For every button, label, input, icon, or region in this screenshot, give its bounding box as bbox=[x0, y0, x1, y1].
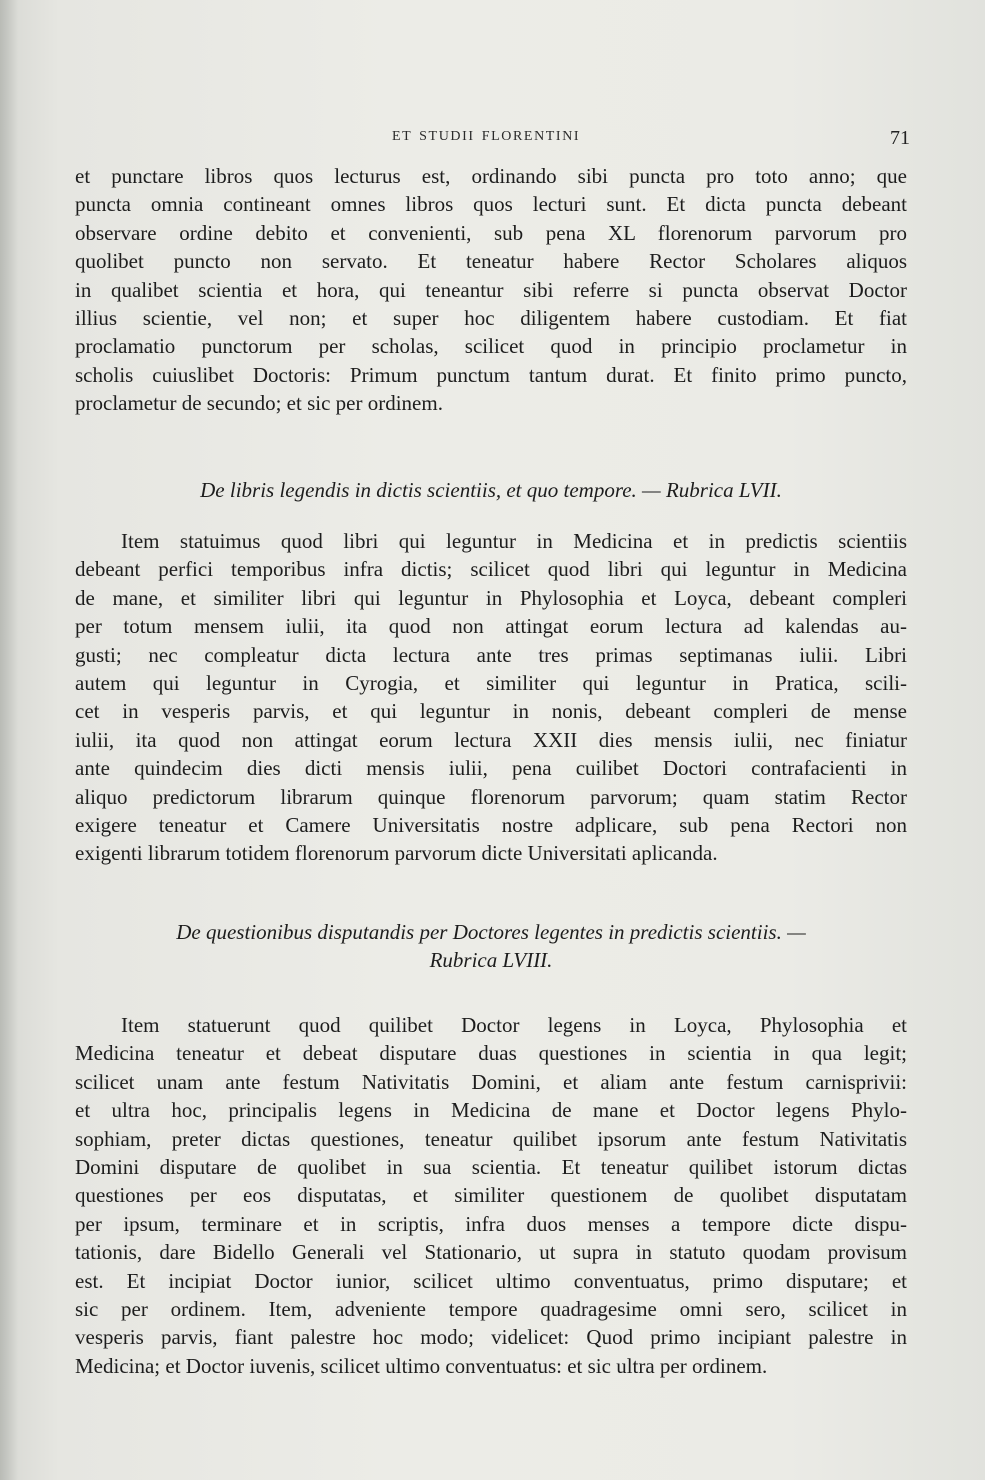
text-line: Item statuimus quod libri qui leguntur in Medicina et in predictis scientiis bbox=[121, 529, 907, 553]
text-line: puncta omnia contineant omnes libros quos lecturi sunt. Et dicta puncta debeant bbox=[75, 192, 907, 217]
text-line: exigere teneatur et Camere Universitatis nostre adplicare, sub pena Rectori non bbox=[75, 813, 907, 838]
text-line: observare ordine debito et convenienti, sub pena XL florenorum parvorum pro bbox=[75, 220, 907, 245]
text-line: per ipsum, terminare et in scriptis, infra duos menses a tempore dicte dispu- bbox=[75, 1211, 907, 1236]
running-head bbox=[0, 127, 985, 151]
text-line: Item statuerunt quod quilibet Doctor legens in Loyca, Phylosophia et bbox=[121, 1013, 907, 1037]
text-line: sophiam, preter dictas questiones, teneatur quilibet ipsorum ante festum Nativitatis bbox=[75, 1126, 907, 1151]
paragraph-rubric-58 bbox=[75, 1011, 907, 1380]
text-line: sic per ordinem. Item, adveniente tempore quadragesime omni sero, scilicet in bbox=[75, 1297, 907, 1322]
text-line: tationis, dare Bidello Generali vel Stationario, ut supra in statuto quodam provisum bbox=[75, 1240, 907, 1265]
text-line: scilicet unam ante festum Nativitatis Domini, et aliam ante festum carnisprivii: bbox=[75, 1069, 907, 1094]
text-line: et ultra hoc, principalis legens in Medicina de mane et Doctor legens Phylo- bbox=[75, 1098, 907, 1123]
text-line: questiones per eos disputatas, et similiter questionem de quolibet disputatam bbox=[75, 1183, 907, 1208]
text-line: exigenti librarum totidem florenorum parvorum dicte Universitati aplicanda. bbox=[75, 841, 718, 866]
text-line: proclamatio punctorum per scholas, scilicet quod in principio proclametur in bbox=[75, 334, 907, 359]
rubric-heading-58 bbox=[75, 918, 907, 974]
text-line: proclametur de secundo; et sic per ordinem. bbox=[75, 391, 443, 416]
text-line: Medicina; et Doctor iuvenis, scilicet ultimo conventuatus: et sic ultra per ordinem. bbox=[75, 1353, 768, 1378]
text-line: cet in vesperis parvis, et qui leguntur in nonis, debeant compleri de mense bbox=[75, 699, 907, 724]
rubric-title-line: Rubrica LVIII. bbox=[429, 948, 553, 972]
running-title: ET STUDII FLORENTINI bbox=[392, 129, 581, 144]
text-line: in qualibet scientia et hora, qui teneantur sibi referre si puncta observat Doctor bbox=[75, 277, 907, 302]
text-line: Domini disputare de quolibet in sua scientia. Et teneatur quilibet istorum dictas bbox=[75, 1155, 907, 1180]
text-line: iulii, ita quod non attingat eorum lectura XXII dies mensis iulii, nec finiatur bbox=[75, 727, 907, 752]
rubric-title: De libris legendis in dictis scientiis, et quo tempore. — Rubrica LVII. bbox=[200, 478, 782, 502]
text-line: de mane, et similiter libri qui leguntur in Phylosophia et Loyca, debeant compleri bbox=[75, 585, 907, 610]
paragraph-continued bbox=[75, 162, 907, 418]
text-line: illius scientie, vel non; et super hoc diligentem habere custodiam. Et fiat bbox=[75, 306, 907, 331]
text-line: gusti; nec compleatur dicta lectura ante tres primas septimanas iulii. Libri bbox=[75, 642, 907, 667]
text-line: et punctare libros quos lecturus est, ordinando sibi puncta pro toto anno; que bbox=[75, 164, 907, 188]
rubric-title-line: De questionibus disputandis per Doctores legentes in predictis scientiis. — bbox=[176, 920, 806, 944]
text-line: quolibet puncto non servato. Et teneatur habere Rector Scholares aliquos bbox=[75, 249, 907, 274]
paragraph-rubric-57 bbox=[75, 527, 907, 868]
text-line: Medicina teneatur et debeat disputare duas questiones in scientia in qua legit; bbox=[75, 1041, 907, 1066]
text-line: vesperis parvis, fiant palestre hoc modo; videlicet: Quod primo incipiant palestre in bbox=[75, 1325, 907, 1350]
text-line: ante quindecim dies dicti mensis iulii, pena cuilibet Doctori contrafacienti in bbox=[75, 756, 907, 781]
text-line: per totum mensem iulii, ita quod non attingat eorum lectura ad kalendas au- bbox=[75, 614, 907, 639]
rubric-heading-57 bbox=[75, 476, 907, 504]
text-line: est. Et incipiat Doctor iunior, scilicet ultimo conventuatus, primo disputare; et bbox=[75, 1268, 907, 1293]
text-line: autem qui leguntur in Cyrogia, et similiter qui leguntur in Pratica, scili- bbox=[75, 671, 907, 696]
page-number: 71 bbox=[890, 127, 910, 149]
text-line: debeant perfici temporibus infra dictis; scilicet quod libri qui leguntur in Medicina bbox=[75, 557, 907, 582]
text-line: aliquo predictorum librarum quinque florenorum parvorum; quam statim Rector bbox=[75, 784, 907, 809]
text-line: scholis cuiuslibet Doctoris: Primum punctum tantum durat. Et finito primo puncto, bbox=[75, 362, 907, 387]
